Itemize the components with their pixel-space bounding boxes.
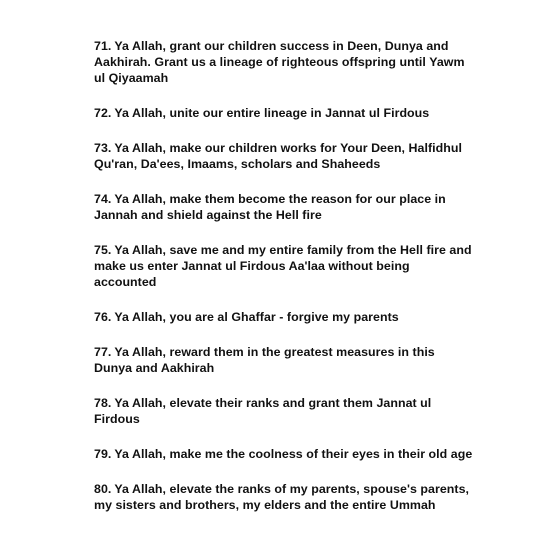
dua-item-73 [94,140,474,172]
dua-item-74 [94,191,474,223]
dua-item-80 [94,481,474,513]
item-number: 79. [94,447,112,461]
dua-item-78 [94,395,474,427]
dua-list [94,38,474,532]
item-text: Ya Allah, elevate their ranks and grant them Jannat ul Firdous [94,396,432,426]
dua-item-79 [94,446,474,462]
dua-item-75 [94,242,474,290]
item-text: Ya Allah, save me and my entire family from the Hell fire and make us enter Jannat ul Firdous Aa'laa without being accounted [94,243,472,289]
item-text: Ya Allah, make our children works for Your Deen, Halfidhul Qu'ran, Da'ees, Imaams, scholars and Shaheeds [94,141,462,171]
item-text: Ya Allah, make me the coolness of their eyes in their old age [114,447,473,461]
dua-item-72 [94,105,474,121]
item-text: Ya Allah, grant our children success in Deen, Dunya and Aakhirah. Grant us a lineage of righteous offspring until Yawm ul Qiyaamah [94,39,465,85]
item-text: Ya Allah, unite our entire lineage in Jannat ul Firdous [114,106,430,120]
dua-item-77 [94,344,474,376]
item-text: Ya Allah, reward them in the greatest measures in this Dunya and Aakhirah [94,345,435,375]
item-number: 75. [94,243,112,257]
dua-item-76 [94,309,474,325]
item-number: 71. [94,39,112,53]
item-number: 74. [94,192,112,206]
item-number: 77. [94,345,112,359]
item-text: Ya Allah, make them become the reason for our place in Jannah and shield against the Hell fire [94,192,446,222]
item-number: 80. [94,482,112,496]
item-number: 73. [94,141,112,155]
dua-item-71 [94,38,474,86]
item-text: Ya Allah, you are al Ghaffar - forgive my parents [114,310,399,324]
item-number: 76. [94,310,112,324]
item-number: 72. [94,106,112,120]
item-text: Ya Allah, elevate the ranks of my parents, spouse's parents, my sisters and brothers, my elders and the entire Ummah [94,482,470,512]
item-number: 78. [94,396,112,410]
